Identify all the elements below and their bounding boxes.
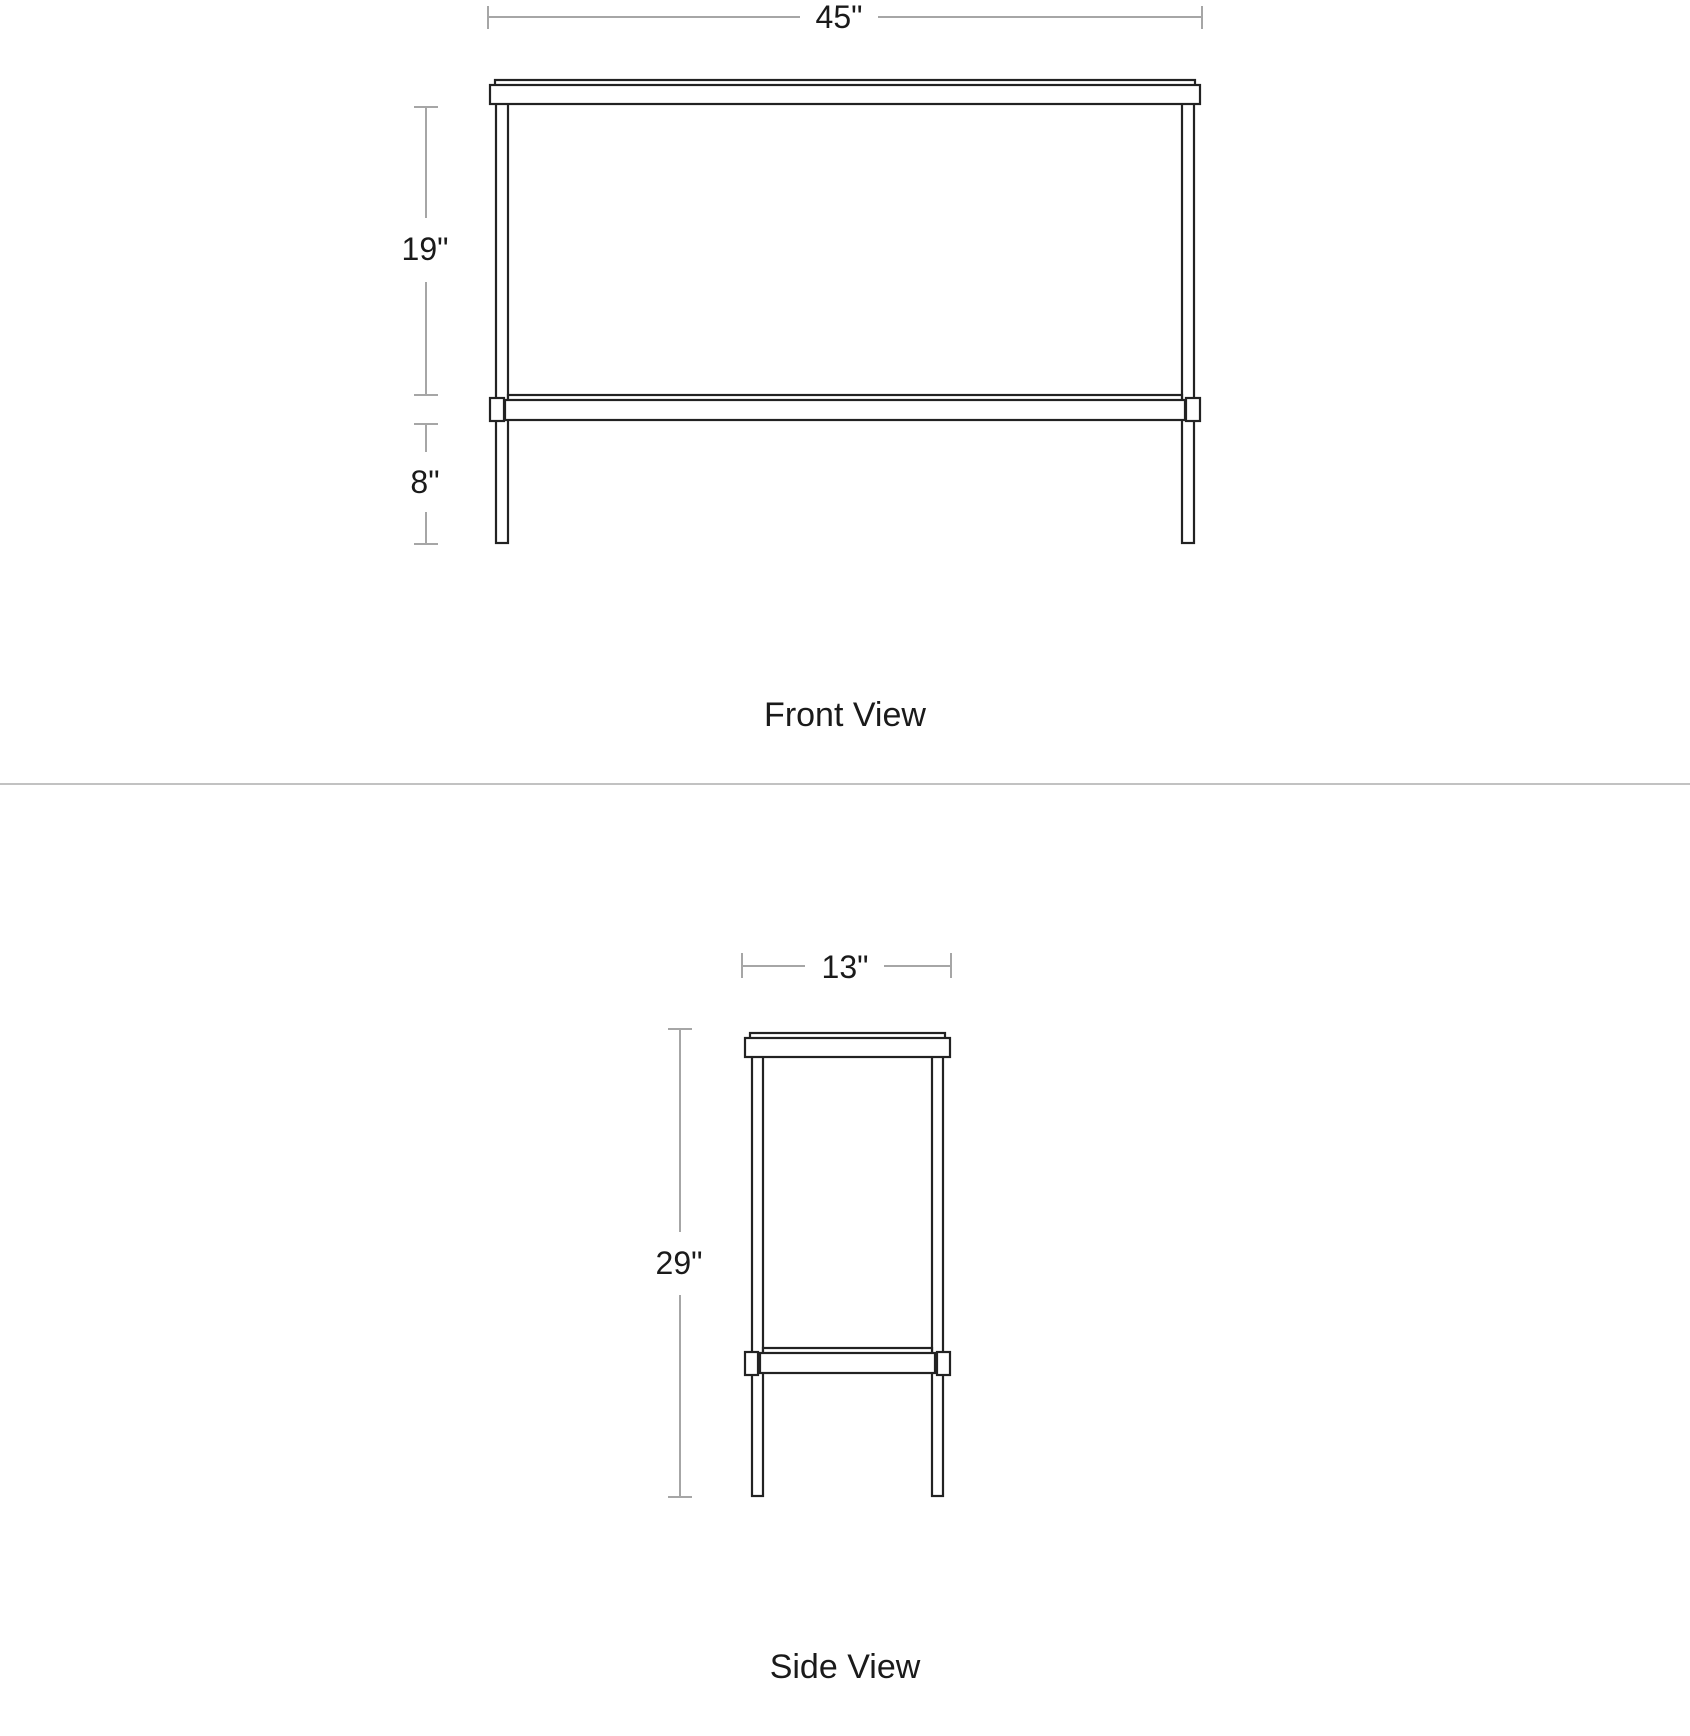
side-depth-label: 13" xyxy=(821,949,869,985)
front-upper-height-label: 19" xyxy=(401,231,449,267)
side-shelf-frame xyxy=(760,1353,935,1373)
front-shelf-frame xyxy=(505,400,1185,420)
side-total-height-dimension xyxy=(656,1029,703,1497)
front-leg-left xyxy=(496,90,508,543)
front-upper-height-dimension xyxy=(402,107,449,395)
front-lower-height-dimension xyxy=(410,424,439,544)
front-shelf-clip-left xyxy=(490,398,504,421)
side-table-outline xyxy=(745,1033,950,1496)
side-tabletop-frame xyxy=(745,1038,950,1057)
side-leg-right xyxy=(932,1043,943,1496)
side-leg-left xyxy=(752,1043,763,1496)
side-shelf-clip-right xyxy=(937,1352,950,1375)
side-depth-dimension xyxy=(742,949,951,985)
front-width-label: 45" xyxy=(815,0,863,35)
side-view xyxy=(656,949,951,1686)
front-lower-height-label: 8" xyxy=(410,464,440,500)
front-view xyxy=(402,0,1202,734)
front-tabletop-frame xyxy=(490,85,1200,104)
front-width-dimension xyxy=(488,0,1202,35)
front-leg-right xyxy=(1182,90,1194,543)
front-shelf-clip-right xyxy=(1186,398,1200,421)
front-view-label: Front View xyxy=(764,696,926,734)
side-view-label: Side View xyxy=(769,1648,921,1686)
side-shelf-clip-left xyxy=(745,1352,758,1375)
side-total-height-label: 29" xyxy=(655,1245,703,1281)
front-table-outline xyxy=(490,80,1200,543)
